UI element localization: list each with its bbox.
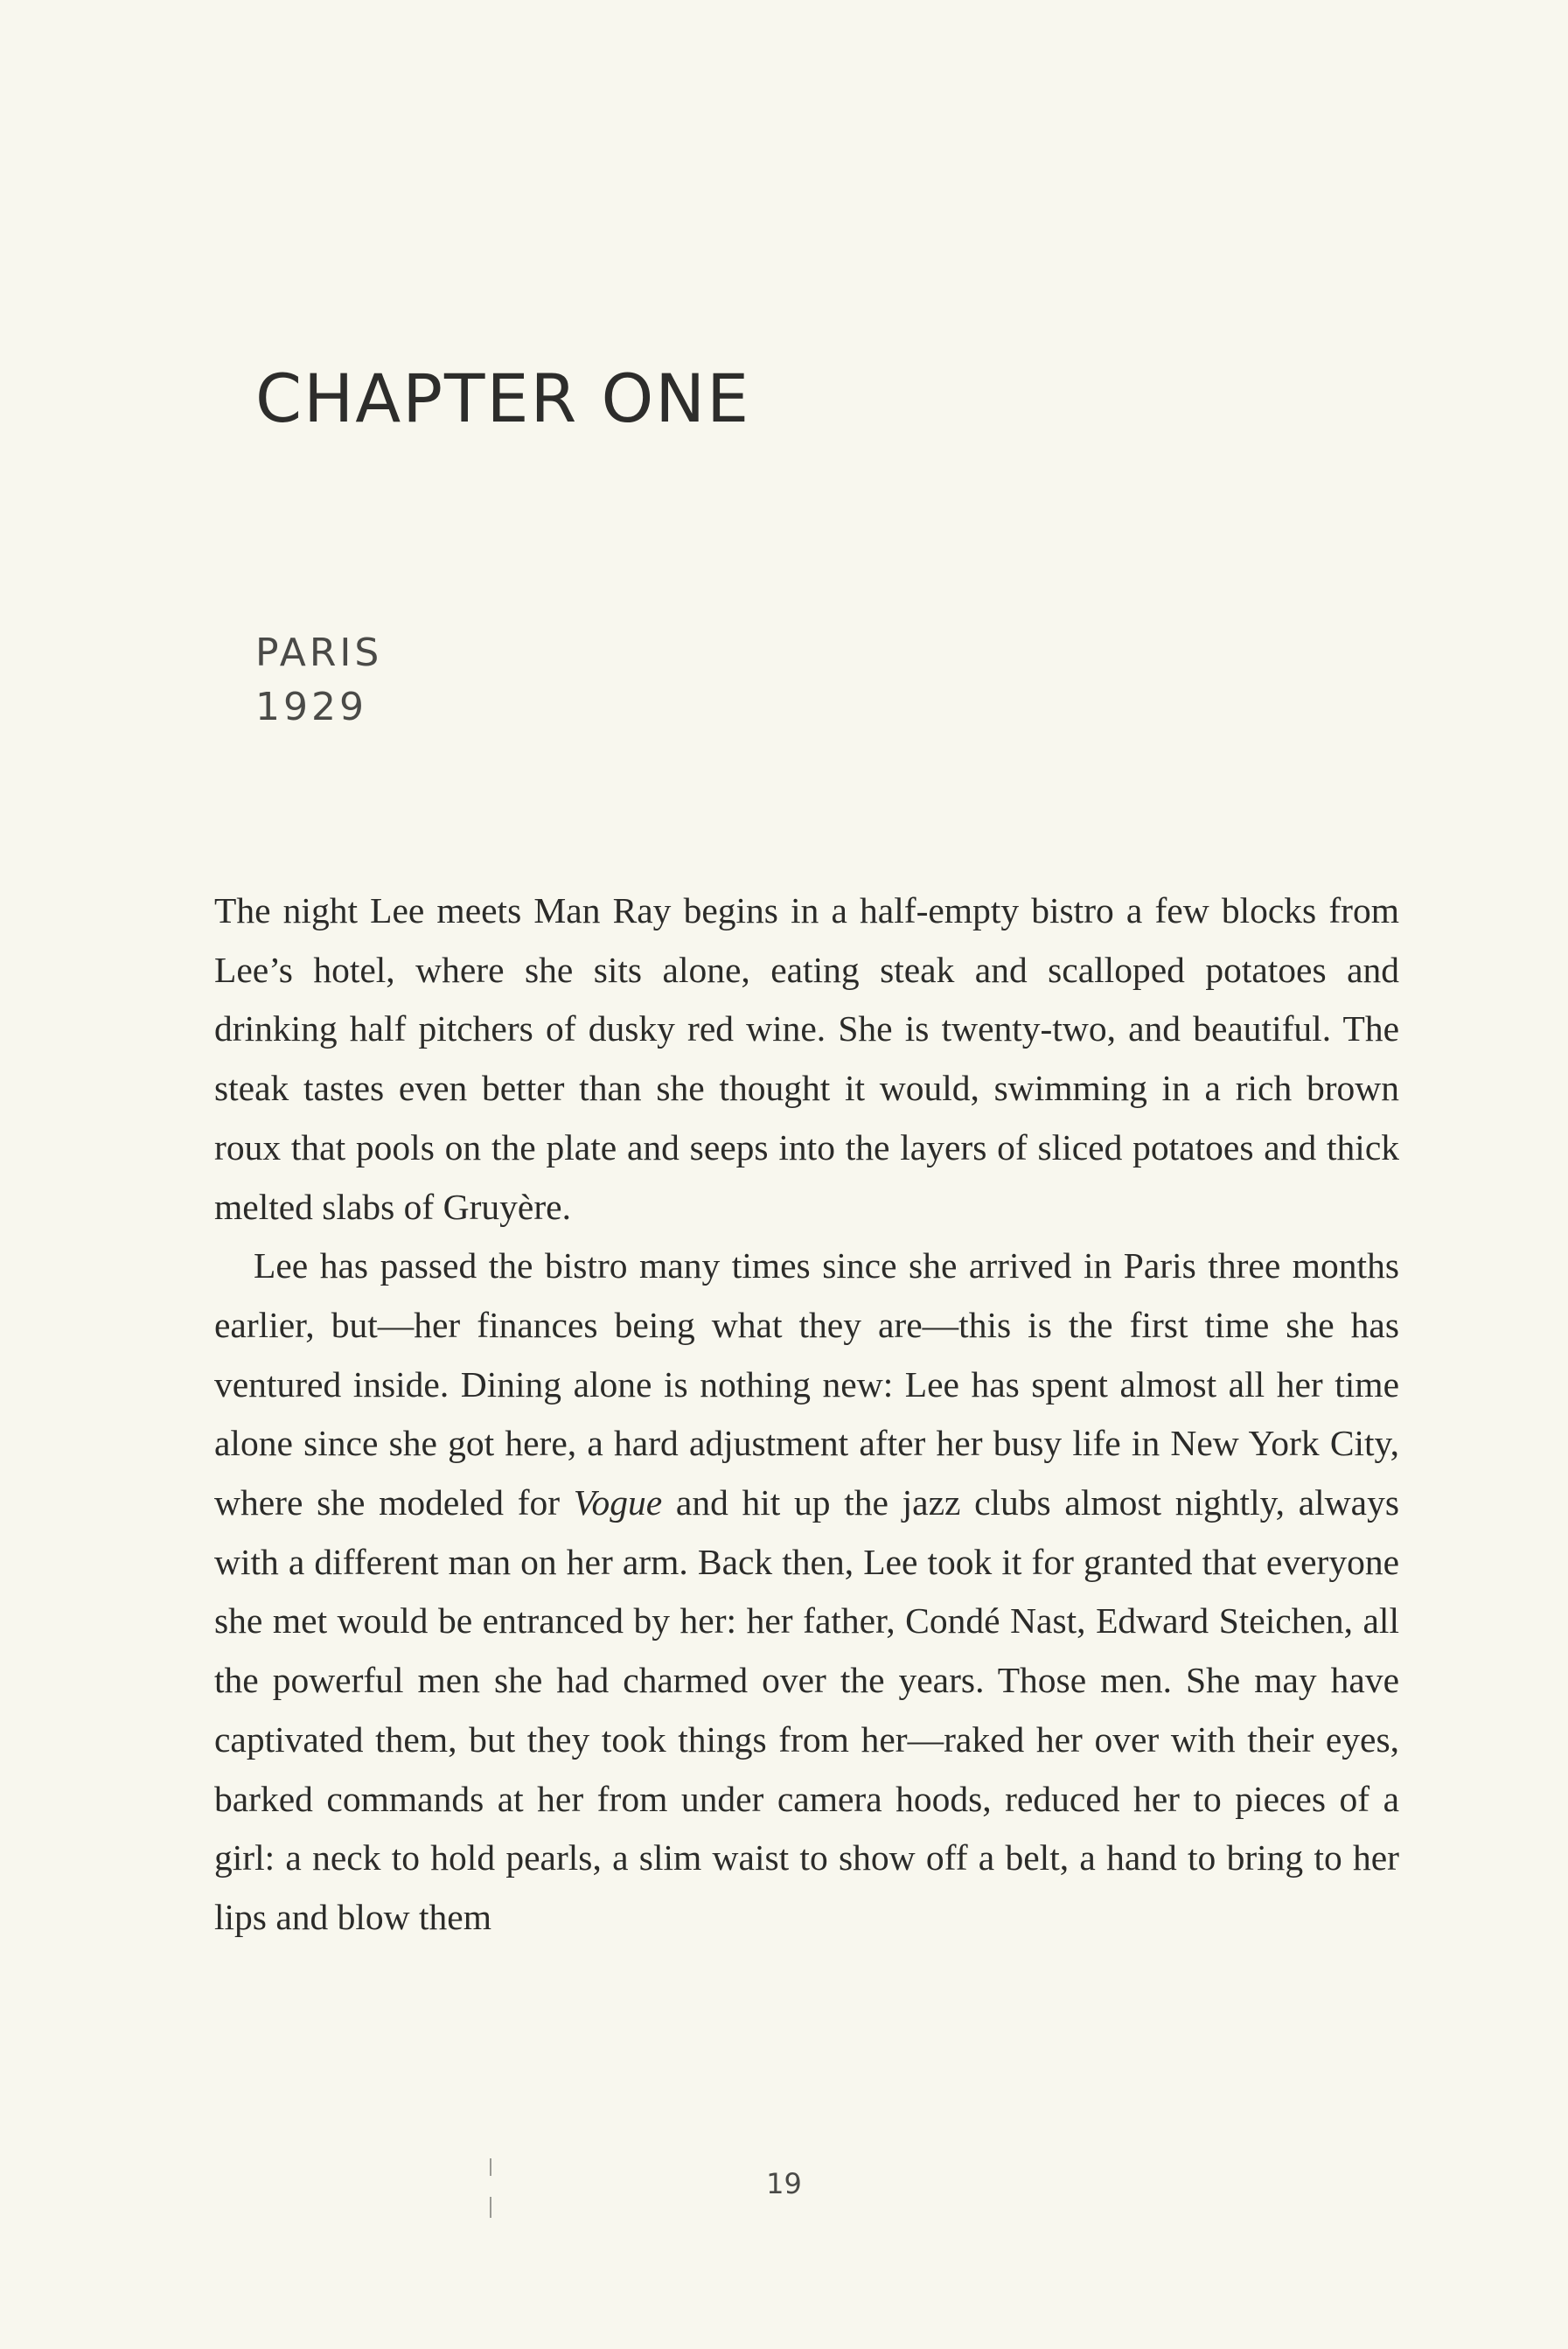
paragraph: Lee has passed the bistro many times since she arrived in Paris three months earlier, but—her finances being what they are—this is the first time she has ventured inside. Dining alone is nothing new: Lee has spent almost all her time alone since she got here, a hard adjustment after her busy life in New York City, where she modeled for Vogue and hit up the jazz clubs almost nightly, always with a different man on her arm. Back then, Lee took it for granted that everyone she met would be entranced by her: her father, Condé Nast, Edward Steichen, all the powerful men she had charmed over the years. Those men. She may have captivated them, but they took things from her—raked her over with their eyes, barked commands at her from under camera hoods, reduced her to pieces of a girl: a neck to hold pearls, a slim waist to show off a belt, a hand to bring to her lips and blow them (214, 1245, 1399, 1937)
chapter-year: 1929 (255, 685, 367, 729)
page-number: 19 (766, 2167, 802, 2200)
body-text (214, 882, 1399, 1948)
chapter-title: CHAPTER ONE (255, 359, 751, 437)
chapter-dateline (255, 626, 382, 735)
italic-title: Vogue (573, 1482, 663, 1523)
chapter-place: PARIS (255, 631, 383, 675)
paragraph: The night Lee meets Man Ray begins in a half-empty bistro a few blocks from Lee’s hotel, where she sits alone, eating steak and scalloped potatoes and drinking half pitchers of dusky red wine. She is twenty-two, and beautiful. The steak tastes even better than she thought it would, swimming in a rich brown roux that pools on the plate and seeps into the layers of sliced potatoes and thick melted slabs of Gruyère. (214, 890, 1399, 1227)
